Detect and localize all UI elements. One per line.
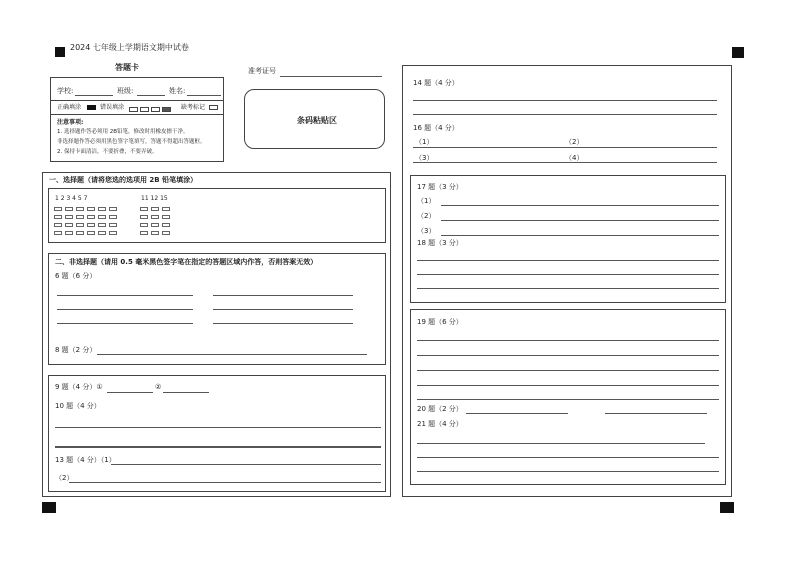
answer-bubble[interactable] [98, 215, 106, 219]
q16-2-label: （2） [565, 138, 584, 146]
q18-line[interactable] [417, 274, 719, 275]
answer-bubble[interactable] [76, 207, 84, 211]
q21-label: 21 题（4 分） [417, 420, 463, 428]
alignment-mark-bottom-left [42, 502, 56, 513]
answer-bubble[interactable] [87, 231, 95, 235]
q16-line[interactable] [413, 147, 717, 148]
wrong-fill-label: 错误填涂 [100, 104, 125, 111]
answer-bubble[interactable] [54, 231, 62, 235]
q17-label: 17 题（3 分） [417, 183, 463, 191]
answer-bubble[interactable] [109, 207, 117, 211]
notes-item: 非选择题作答必须用黑色签字笔填写，答题不得超出答题框。 [57, 139, 206, 145]
notes-title: 注意事项: [57, 119, 84, 126]
school-label: 学校: [57, 87, 74, 95]
right-answer-frame [402, 65, 732, 497]
student-info-box [50, 77, 224, 162]
bubble-row [140, 221, 173, 227]
q20-label: 20 题（2 分） [417, 405, 463, 413]
correct-fill-label: 正确填涂 [57, 104, 82, 111]
q13-line-1[interactable] [111, 464, 381, 465]
answer-bubble[interactable] [109, 231, 117, 235]
answer-bubble[interactable] [151, 207, 159, 211]
q17-2-label: （2） [417, 212, 436, 220]
answer-bubble[interactable] [140, 223, 148, 227]
q6-label: 6 题（6 分） [55, 272, 97, 280]
q14-label: 14 题（4 分） [413, 79, 459, 87]
answer-bubble[interactable] [109, 215, 117, 219]
bubble-row [54, 213, 120, 219]
q19-line[interactable] [417, 340, 719, 341]
bubble-row [140, 213, 173, 219]
section2-title: 二、非选择题（请用 0.5 毫米黑色签字笔在指定的答题区域内作答，否则答案无效） [55, 258, 318, 266]
q6-line[interactable] [213, 295, 353, 296]
bubble-row [140, 229, 173, 235]
answer-bubble[interactable] [109, 223, 117, 227]
q10-label: 10 题（4 分） [55, 402, 101, 410]
q8-line[interactable] [97, 354, 367, 355]
q20-line-2[interactable] [605, 413, 707, 414]
answer-bubble[interactable] [151, 231, 159, 235]
q21-line[interactable] [417, 457, 719, 458]
answer-bubble[interactable] [65, 215, 73, 219]
answer-bubble[interactable] [76, 231, 84, 235]
q17-line[interactable] [441, 235, 719, 236]
section1-title: 一、选择题（请将您选的选项用 2B 铅笔填涂） [49, 176, 198, 184]
answer-bubble[interactable] [54, 207, 62, 211]
answer-bubble[interactable] [162, 231, 170, 235]
bubble-row [54, 205, 120, 211]
answer-bubble[interactable] [76, 215, 84, 219]
card-label: 答题卡 [115, 63, 139, 72]
q6-line[interactable] [213, 309, 353, 310]
q9-mark-2: ② [155, 383, 162, 391]
absent-mark-label: 缺考标记 [181, 104, 206, 111]
answer-bubble[interactable] [140, 231, 148, 235]
q13-label: 13 题（4 分）（1） [55, 456, 116, 464]
choice-numbers-group2: 11 12 15 [141, 195, 168, 202]
exam-id-label: 准考证号 [248, 67, 276, 75]
page-title: 2024 七年级上学期语文期中试卷 [70, 43, 189, 52]
name-label: 姓名: [169, 87, 186, 95]
name-field[interactable] [187, 95, 221, 96]
q16-4-label: （4） [565, 154, 584, 162]
answer-bubble[interactable] [54, 223, 62, 227]
answer-bubble[interactable] [151, 223, 159, 227]
q16-3-label: （3） [415, 154, 434, 162]
q19-q21-box [410, 309, 726, 485]
q17-line[interactable] [441, 205, 719, 206]
answer-bubble[interactable] [87, 223, 95, 227]
q8-label: 8 题（2 分） [55, 346, 97, 354]
exam-id-field[interactable] [280, 76, 382, 77]
answer-bubble[interactable] [87, 207, 95, 211]
q6-line[interactable] [57, 295, 193, 296]
q17-q18-box [410, 175, 726, 303]
q13-label-2: （2） [55, 474, 74, 482]
q10-line[interactable] [55, 446, 381, 448]
answer-bubble[interactable] [98, 231, 106, 235]
q16-label: 16 题（4 分） [413, 124, 459, 132]
answer-bubble[interactable] [65, 223, 73, 227]
answer-bubble[interactable] [65, 207, 73, 211]
q14-line[interactable] [413, 100, 717, 101]
answer-bubble[interactable] [65, 231, 73, 235]
answer-bubble[interactable] [140, 207, 148, 211]
q16-1-label: （1） [415, 138, 434, 146]
answer-bubble[interactable] [162, 223, 170, 227]
answer-bubble[interactable] [76, 223, 84, 227]
left-answer-frame [42, 172, 391, 497]
divider [51, 100, 223, 101]
q18-line[interactable] [417, 260, 719, 261]
choice-numbers-group1: 1 2 3 4 5 7 [55, 195, 88, 202]
barcode-label: 条码粘贴区 [297, 116, 337, 125]
correct-fill-sample [87, 105, 96, 110]
notes-item: 1. 选择题作答必须用 2B铅笔，修改时用橡皮擦干净。 [57, 129, 189, 135]
answer-bubble[interactable] [162, 215, 170, 219]
school-field[interactable] [75, 95, 113, 96]
q6-line[interactable] [57, 309, 193, 310]
q19-label: 19 题（6 分） [417, 318, 463, 326]
absent-mark-box[interactable] [209, 105, 218, 110]
q21-line[interactable] [417, 471, 719, 472]
q17-1-label: （1） [417, 197, 436, 205]
q21-line[interactable] [417, 443, 705, 444]
class-field[interactable] [137, 95, 165, 96]
q9-line-2[interactable] [163, 392, 209, 393]
lower-questions-box [48, 375, 386, 492]
q10-line[interactable] [55, 427, 381, 428]
q19-line[interactable] [417, 355, 719, 356]
q9-label: 9 题（4 分）① [55, 383, 103, 391]
q17-3-label: （3） [417, 227, 436, 235]
answer-bubble[interactable] [140, 215, 148, 219]
alignment-mark-bottom-right [720, 502, 734, 513]
q9-line-1[interactable] [107, 392, 153, 393]
answer-bubble[interactable] [162, 207, 170, 211]
answer-bubble[interactable] [151, 215, 159, 219]
q18-label: 18 题（3 分） [417, 239, 463, 247]
answer-bubble[interactable] [98, 223, 106, 227]
wrong-fill-samples [129, 105, 171, 113]
q17-line[interactable] [441, 220, 719, 221]
q16-line[interactable] [413, 162, 717, 163]
bubble-row [54, 221, 120, 227]
q6-line[interactable] [213, 323, 353, 324]
choice-grid [48, 188, 386, 243]
q6-line[interactable] [57, 323, 193, 324]
bubble-row [140, 205, 173, 211]
answer-bubble[interactable] [54, 215, 62, 219]
q18-line[interactable] [417, 288, 719, 289]
bubble-row [54, 229, 120, 235]
q20-line-1[interactable] [466, 413, 568, 414]
answer-bubble[interactable] [87, 215, 95, 219]
barcode-area [244, 89, 385, 149]
q19-line[interactable] [417, 399, 719, 400]
divider [51, 114, 223, 115]
q19-line[interactable] [417, 385, 719, 386]
q19-line[interactable] [417, 370, 719, 371]
section2-box [48, 253, 386, 365]
q14-line[interactable] [413, 114, 717, 115]
class-label: 班级: [117, 87, 134, 95]
alignment-mark-top-left [55, 47, 65, 57]
q13-line-2[interactable] [69, 482, 381, 483]
notes-item: 2. 保持卡面清洁，不要折叠，不要弄破。 [57, 149, 158, 155]
alignment-mark-top-right [732, 47, 744, 58]
answer-bubble[interactable] [98, 207, 106, 211]
